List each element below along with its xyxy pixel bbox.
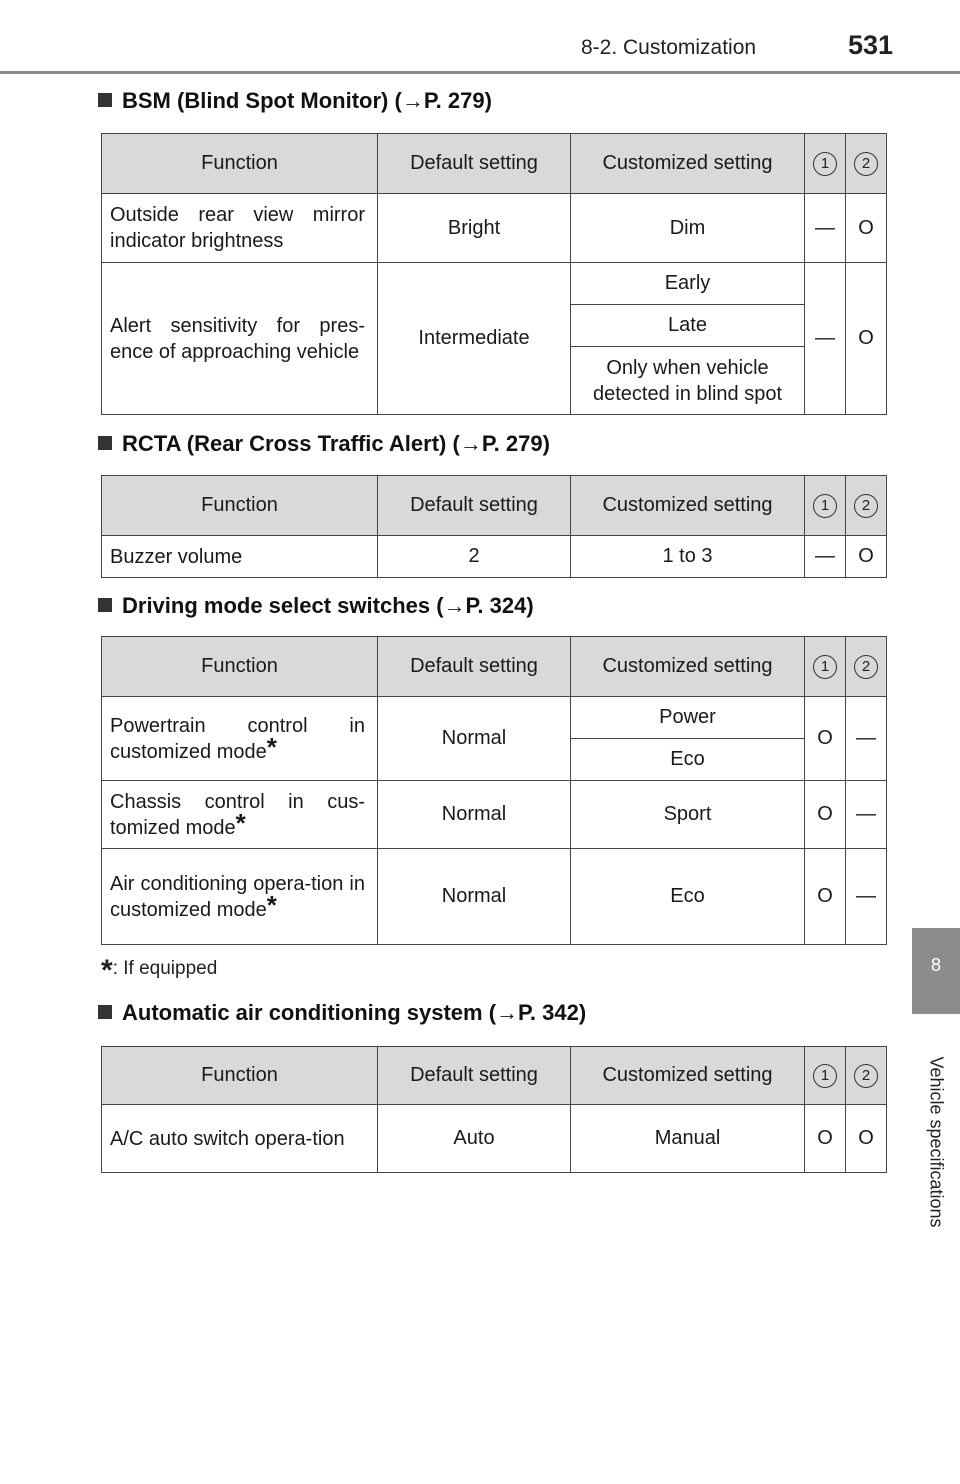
page-reference: P. 324) [465,593,534,618]
function-cell: Chassis control in cus-tomized mode* [102,781,378,849]
custom-cell: Dim [571,194,805,263]
square-bullet-icon [98,436,112,450]
header-col-1 [805,1047,846,1105]
col2-cell: O [846,263,887,415]
table-row [102,781,887,849]
square-bullet-icon [98,93,112,107]
header-function: Function [102,1047,378,1105]
square-bullet-icon [98,598,112,612]
rcta-table [101,475,887,578]
asterisk-mark: * [235,807,246,838]
table-row [102,263,887,305]
footnote [101,954,217,988]
page-reference: P. 279) [423,88,492,113]
header-col-1 [805,134,846,194]
asterisk-mark: * [266,731,277,762]
table-row [102,194,887,263]
square-bullet-icon [98,1005,112,1019]
col1-cell: — [805,536,846,578]
header-function: Function [102,476,378,536]
footnote-text: : If equipped [112,958,218,979]
custom-cell: Only when vehicle detected in blind spot [571,347,805,415]
function-cell: Outside rear view mirror indicator brightness [102,194,378,263]
header-customized-setting: Customized setting [571,134,805,194]
table-header-row [102,1047,887,1105]
header-col-1 [805,637,846,697]
custom-cell: Early [571,263,805,305]
table-header-row [102,476,887,536]
section-heading-driving-mode [98,593,534,619]
header-customized-setting: Customized setting [571,1047,805,1105]
custom-cell: Manual [571,1105,805,1173]
col1-cell: O [805,781,846,849]
function-cell: Powertrain control in customized mode* [102,697,378,781]
col2-cell: O [846,536,887,578]
col2-cell: O [846,1105,887,1173]
header-default-setting: Default setting [378,476,571,536]
right-arrow-icon: → [496,1000,519,1025]
circled-2-icon: 2 [854,152,878,176]
section-title: BSM (Blind Spot Monitor) ( [122,88,402,113]
chapter-tab-label: Vehicle specifications [926,1056,947,1228]
default-cell: Normal [378,697,571,781]
right-arrow-icon: → [443,593,466,618]
header-col-2 [846,1047,887,1105]
table-row [102,1105,887,1173]
function-cell: A/C auto switch opera-tion [102,1105,378,1173]
col1-cell: — [805,263,846,415]
col1-cell: O [805,697,846,781]
bsm-table [101,133,887,415]
col1-cell: O [805,849,846,945]
default-cell: 2 [378,536,571,578]
function-cell: Alert sensitivity for pres-ence of approaching vehicle [102,263,378,415]
header-customized-setting: Customized setting [571,476,805,536]
circled-2-icon: 2 [854,1064,878,1088]
default-cell: Intermediate [378,263,571,415]
default-cell: Normal [378,849,571,945]
col2-cell: O [846,194,887,263]
asterisk-mark: * [266,889,277,920]
header-default-setting: Default setting [378,134,571,194]
circled-2-icon: 2 [854,494,878,518]
section-title: RCTA (Rear Cross Traffic Alert) ( [122,431,460,456]
section-title: Automatic air conditioning system ( [122,1000,497,1025]
custom-cell: Power [571,697,805,739]
circled-1-icon: 1 [813,152,837,176]
custom-cell: Eco [571,849,805,945]
col2-cell: — [846,781,887,849]
table-row [102,697,887,739]
table-row [102,849,887,945]
automatic-ac-table [101,1046,887,1173]
circled-1-icon: 1 [813,494,837,518]
header-col-2 [846,134,887,194]
section-title: Driving mode select switches ( [122,593,444,618]
right-arrow-icon: → [459,431,482,456]
custom-cell: 1 to 3 [571,536,805,578]
header-col-2 [846,637,887,697]
function-cell: Air conditioning opera-tion in customized mode* [102,849,378,945]
chapter-tab [912,928,960,1014]
driving-mode-table [101,636,887,945]
section-heading-automatic-ac [98,1000,586,1026]
header-col-2 [846,476,887,536]
page-reference: P. 342) [518,1000,587,1025]
circled-1-icon: 1 [813,655,837,679]
header-function: Function [102,134,378,194]
header-default-setting: Default setting [378,637,571,697]
page-number: 531 [848,30,894,60]
custom-cell: Eco [571,739,805,781]
default-cell: Normal [378,781,571,849]
section-heading-rcta [98,431,550,457]
page-reference: P. 279) [481,431,550,456]
custom-cell: Late [571,305,805,347]
right-arrow-icon: → [401,88,424,113]
chapter-tab-number: 8 [930,955,941,975]
function-cell: Buzzer volume [102,536,378,578]
header-function: Function [102,637,378,697]
table-row [102,536,887,578]
section-heading-bsm [98,88,492,114]
header-section-title: 8-2. Customization [581,36,757,59]
circled-2-icon: 2 [854,655,878,679]
col1-cell: O [805,1105,846,1173]
table-header-row [102,637,887,697]
custom-cell: Sport [571,781,805,849]
col1-cell: — [805,194,846,263]
header-customized-setting: Customized setting [571,637,805,697]
header-rule [0,71,960,74]
default-cell: Auto [378,1105,571,1173]
col2-cell: — [846,849,887,945]
header-default-setting: Default setting [378,1047,571,1105]
col2-cell: — [846,697,887,781]
header-col-1 [805,476,846,536]
default-cell: Bright [378,194,571,263]
footnote-asterisk: * [101,954,113,987]
circled-1-icon: 1 [813,1064,837,1088]
table-header-row [102,134,887,194]
